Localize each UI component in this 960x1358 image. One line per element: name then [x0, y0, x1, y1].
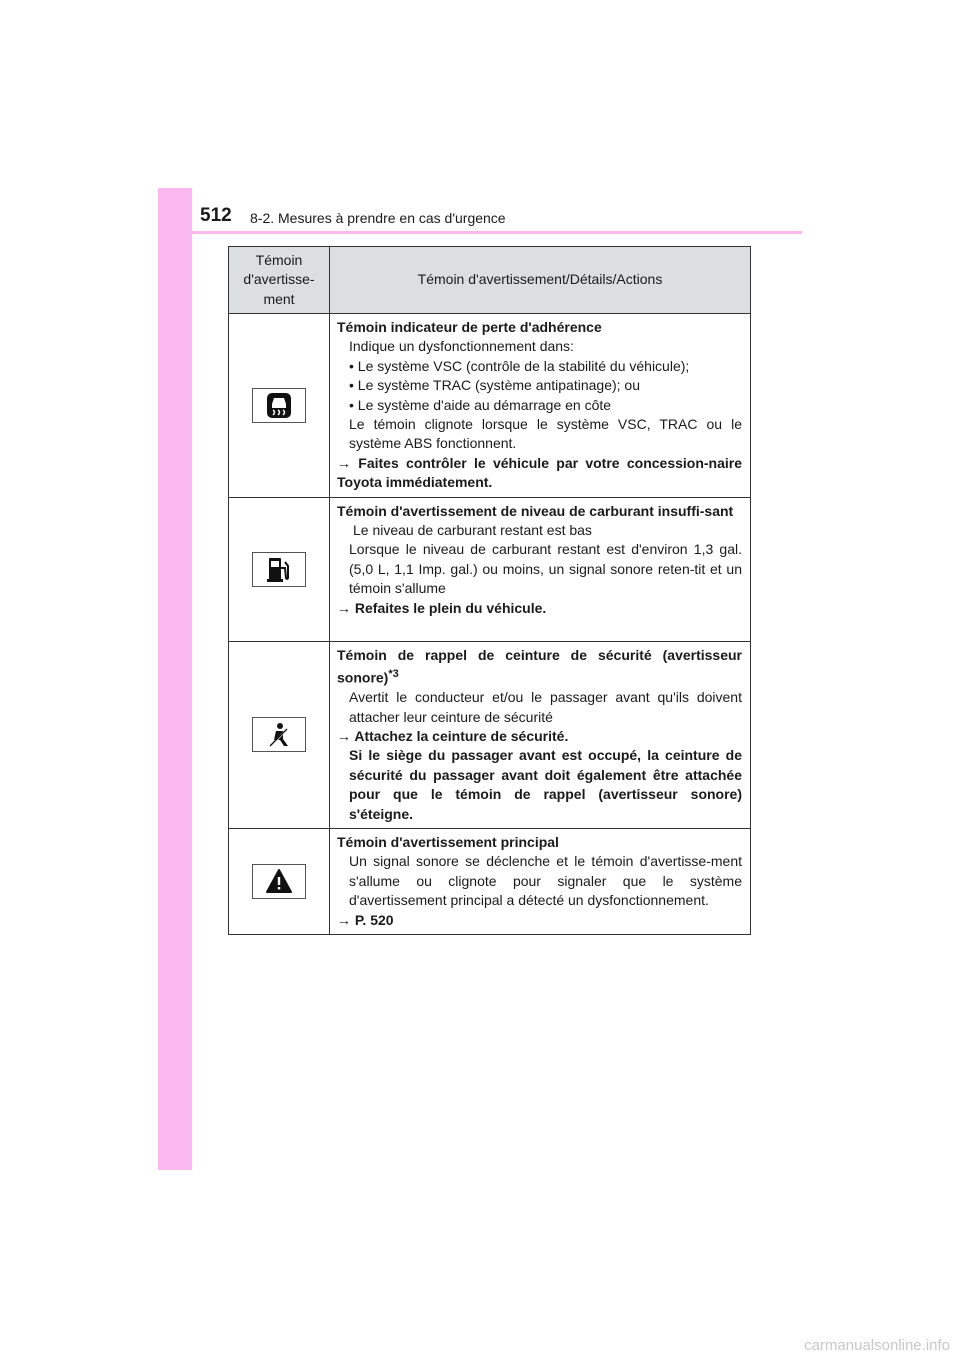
col-header-details: Témoin d'avertissement/Détails/Actions: [330, 247, 751, 314]
side-tab-strip: [158, 188, 192, 1170]
row-action: → Refaites le plein du véhicule.: [337, 599, 547, 616]
row-action: → P. 520: [337, 911, 394, 928]
table-row: [229, 314, 751, 498]
table-row: [229, 641, 751, 828]
row-action-detail: Si le siège du passager avant est occupé, la ceinture de sécurité du passager avant doit également être attachée pour que le témoin de rappel (avertisseur sonore) s'éteigne.: [349, 747, 742, 822]
warning-lights-table: [228, 246, 751, 935]
list-item: • Le système TRAC (système antipatinage); ou: [349, 377, 640, 394]
master-warning-icon: [252, 864, 306, 899]
footnote-marker: *3: [388, 668, 399, 681]
table-row: [229, 828, 751, 934]
table-header-row: [229, 247, 751, 314]
section-title: 8-2. Mesures à prendre en cas d'urgence: [250, 210, 506, 226]
row-title: Témoin d'avertissement principal: [337, 833, 559, 850]
arrow-icon: →: [337, 454, 351, 471]
row-title: Témoin d'avertissement de niveau de carburant insuffi-sant: [337, 502, 734, 519]
row-title: Témoin de rappel de ceinture de sécurité (avertisseur sonore)$^{*3}$: [337, 646, 742, 686]
slip-indicator-icon: [252, 388, 306, 423]
list-item: • Le système d'aide au démarrage en côte: [349, 396, 612, 413]
arrow-icon: →: [337, 599, 351, 616]
row-intro: Le niveau de carburant restant est bas: [353, 522, 592, 539]
col-header-light: Témoin d'avertisse- ment: [229, 247, 330, 314]
row-title: Témoin indicateur de perte d'adhérence: [337, 319, 602, 335]
row-intro: Avertit le conducteur et/ou le passager avant qu'ils doivent attacher leur ceinture de sécurité: [349, 689, 742, 725]
row-intro: Indique un dysfonctionnement dans:: [349, 338, 574, 355]
arrow-icon: →: [337, 911, 351, 928]
row-action: → Faites contrôler le véhicule par votre concession-naire Toyota immédiatement.: [337, 454, 743, 491]
arrow-icon: →: [337, 727, 351, 744]
watermark: carmanualsonline.info: [804, 1337, 950, 1354]
row-detail: Le témoin clignote lorsque le système VSC, TRAC ou le système ABS fonctionnent.: [349, 416, 742, 452]
row-action: → Attachez la ceinture de sécurité.: [337, 727, 569, 744]
row-detail: Lorsque le niveau de carburant restant est d'environ 1,3 gal. (5,0 L, 1,1 Imp. gal.) ou moins, un signal sonore reten-tit et un témoin s'allume: [349, 541, 742, 597]
list-item: • Le système VSC (contrôle de la stabilité du véhicule);: [349, 357, 690, 374]
header-rule: [158, 231, 802, 234]
seatbelt-icon: [252, 717, 306, 752]
fuel-pump-icon: [252, 552, 306, 587]
row-intro: Un signal sonore se déclenche et le témoin d'avertisse-ment s'allume ou clignote pour signaler que le système d'avertissement principal a détecté un dysfonctionnement.: [349, 853, 742, 909]
table-row: [229, 497, 751, 641]
page-number: 512: [200, 205, 232, 226]
